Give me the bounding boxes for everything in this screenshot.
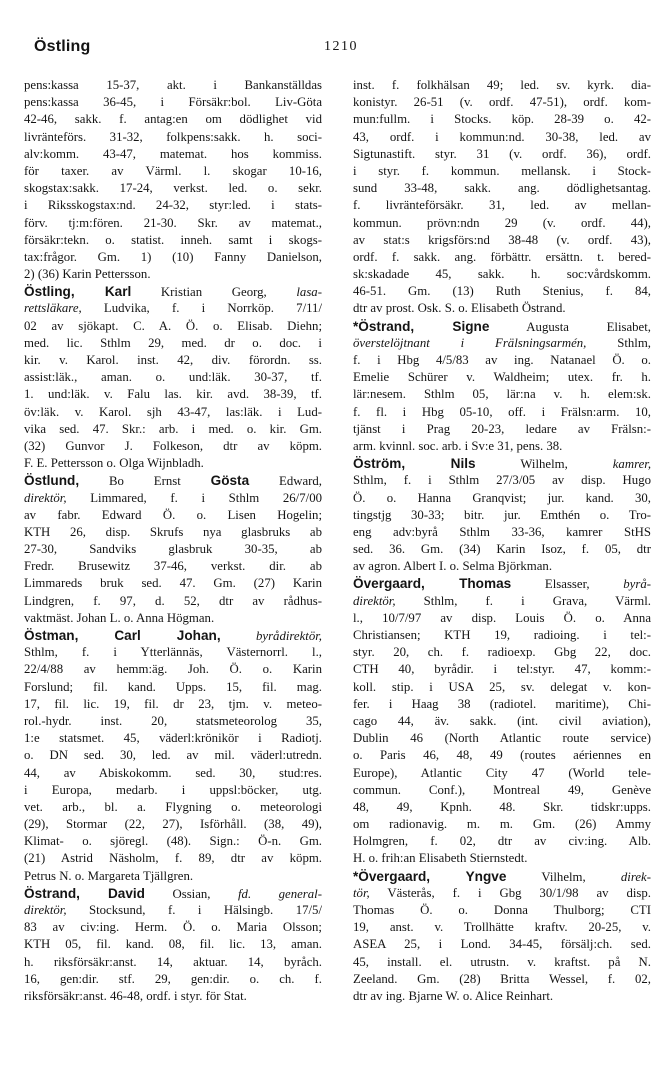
entry-text: lär:nesem. Sthlm 05, lär:na v. h. elem:sk. xyxy=(353,387,651,402)
entry-text: Elsasser, xyxy=(511,577,624,592)
entry-line xyxy=(353,696,651,713)
biography-entry xyxy=(24,627,322,885)
entry-line xyxy=(24,318,322,335)
entry-line xyxy=(353,919,651,936)
entry-line xyxy=(24,266,322,283)
entry-line xyxy=(24,575,322,592)
entry-line xyxy=(24,455,322,472)
entry-line xyxy=(353,679,651,696)
biography-entry xyxy=(24,472,322,627)
entry-line xyxy=(24,472,322,489)
entry-line xyxy=(24,799,322,816)
entry-line xyxy=(24,696,322,713)
entry-headword: *Östrand, Signe xyxy=(353,318,490,334)
entry-line xyxy=(353,833,651,850)
entry-line xyxy=(24,936,322,953)
entry-text: Dublin 46 (North Atlantic route service) xyxy=(353,731,651,746)
biography-entry xyxy=(353,318,651,456)
entry-text: om radionavig. m. m. Gm. (26) Ammy xyxy=(353,817,651,832)
left-column xyxy=(24,77,322,1005)
entry-text: Thomas Ö. o. Donna Thulborg; CTI xyxy=(353,903,651,917)
entry-text: alv:komm. 43-47, matemat. hos kommiss. xyxy=(24,146,322,161)
entry-text: F. E. Pettersson o. Olga Wijnbladh. xyxy=(24,456,204,471)
entry-text: fer. i Haag 38 (radiotel. maritime), Chi- xyxy=(353,696,651,711)
entry-line xyxy=(24,352,322,369)
entry-line xyxy=(24,386,322,403)
entry-text: tjänst i Prag 20-23, ledare av Frälsn:- xyxy=(353,421,651,436)
entry-line xyxy=(353,421,651,438)
entry-text: 22/4/88 av hemm:äg. Joh. Ö. o. Karin xyxy=(24,662,322,677)
entry-line xyxy=(353,954,651,971)
entry-line xyxy=(24,163,322,180)
entry-text: av stat:s krigsförs:nd 38-48 (v. ordf. 43), xyxy=(353,232,651,247)
entry-text: koll. stip. i USA 25, sv. delegat v. kon- xyxy=(353,679,651,694)
entry-text: (29), Stormar (22, 27), Isförhåll. (38, 49), xyxy=(24,817,322,832)
entry-line xyxy=(24,661,322,678)
entry-line xyxy=(353,490,651,507)
entry-text: assist:läk., aman. o. und:läk. 30-37, tf. xyxy=(24,370,322,385)
entry-text: Fredr. Brusewitz 37-46, verkst. dir. ab xyxy=(24,559,322,574)
entry-text: Sthlm, f. i Grava, Värml. xyxy=(395,593,651,608)
entry-headword: *Övergaard, Yngve xyxy=(353,868,507,884)
entry-line xyxy=(353,541,651,558)
entry-occupation: byrå- xyxy=(623,577,651,592)
entry-occupation: rettsläkare, xyxy=(24,301,82,316)
entry-text: för taxer. av Värml. l. skogar 10-16, xyxy=(24,163,322,178)
entry-line xyxy=(24,421,322,438)
entry-line xyxy=(24,919,322,936)
entry-text: Wilhelm, xyxy=(475,457,613,472)
entry-text: 44, av Abiskokomm. sed. 30, stud:res. xyxy=(24,765,322,780)
entry-occupation: tör, xyxy=(353,885,370,900)
entry-text: eng adv:byrå Sthlm 33-36, kamrer StHS xyxy=(353,524,651,539)
entry-headword: Gösta xyxy=(210,473,250,489)
entry-line xyxy=(24,868,322,885)
entry-line xyxy=(24,765,322,782)
entry-text: Sthlm, xyxy=(586,335,651,350)
entry-line xyxy=(24,885,322,902)
entry-text: tax:frågor. Gm. 1) (10) Fanny Danielson, xyxy=(24,249,322,264)
entry-line xyxy=(353,472,651,489)
entry-line xyxy=(353,404,651,421)
entry-line xyxy=(24,94,322,111)
entry-line xyxy=(353,369,651,386)
entry-text: (32) Gunvor J. Folkeson, dtr av köpm. xyxy=(24,438,322,453)
entry-text: Edward, xyxy=(249,474,322,489)
entry-line xyxy=(353,971,651,988)
entry-line xyxy=(353,111,651,128)
entry-line xyxy=(353,593,651,610)
entry-text: förv. tj:m:fören. 21-30. Skr. av matemat., xyxy=(24,215,322,230)
entry-line xyxy=(353,713,651,730)
entry-line xyxy=(353,283,651,300)
entry-line xyxy=(24,679,322,696)
entry-text: ordf. f. sakk. ang. förbättr. ersättn. t. bered- xyxy=(353,249,651,264)
entry-line xyxy=(353,730,651,747)
entry-line xyxy=(24,971,322,988)
entry-text: Christiansen; KTH 19, radioing. i tel:- xyxy=(353,628,651,642)
entry-line xyxy=(353,215,651,232)
entry-line xyxy=(24,644,322,661)
entry-line xyxy=(24,627,322,644)
entry-text: pens:kassa 15-37, akt. i Bankanställdas xyxy=(24,78,322,92)
entry-text: Augusta Elisabet, xyxy=(489,319,651,334)
entry-text: kommun. prövn:ndn 29 (v. ordf. 44), xyxy=(353,215,651,230)
entry-text: vika sed. 47. Skr.: arb. i med. o. kir. Gm. xyxy=(24,421,322,436)
entry-text: av agron. Albert I. o. Selma Björkman. xyxy=(353,559,553,574)
entry-text: rol.-hydr. inst. 20, statsmeteorolog 35, xyxy=(24,713,322,728)
entry-line xyxy=(353,163,651,180)
entry-text: 02 av sjökapt. C. A. Ö. o. Elisab. Diehn; xyxy=(24,318,322,333)
entry-headword: Övergaard, Thomas xyxy=(353,576,512,592)
entry-text: Vilhelm, xyxy=(506,869,621,884)
entry-line xyxy=(353,455,651,472)
entry-text: 48, 49, Kpnh. 48. Skr. tidskr:upps. xyxy=(353,799,651,814)
entry-text: Petrus N. o. Margareta Tjällgren. xyxy=(24,868,194,883)
entry-line xyxy=(24,146,322,163)
entry-line xyxy=(353,438,651,455)
entry-text: Holmgren, f. 02, dtr av civ:ing. Alb. xyxy=(353,834,651,849)
entry-occupation: överstelöjtnant i Frälsningsarmén, xyxy=(353,335,587,350)
right-column xyxy=(353,77,651,1005)
entry-text: 45, install. el. utrustn. v. kraftst. på N. xyxy=(353,954,651,969)
entry-line xyxy=(24,524,322,541)
entry-text: Kristian Georg, xyxy=(131,285,297,300)
entry-text: 19, anst. v. Trollhätte kraftv. 20-25, v. xyxy=(353,920,651,935)
entry-text: vaktmäst. Johan L. o. Anna Högman. xyxy=(24,610,215,625)
entry-line xyxy=(24,404,322,421)
entry-occupation: direk- xyxy=(620,869,651,884)
entry-line xyxy=(353,129,651,146)
entry-line xyxy=(24,283,322,300)
entry-occupation: byrådirektör, xyxy=(256,629,322,643)
entry-line xyxy=(24,215,322,232)
entry-text: 27-30, Sandviks glasbruk 30-35, ab xyxy=(24,542,322,557)
entry-line xyxy=(353,988,651,1005)
entry-text: Lindgren, f. 97, d. 52, dtr av rådhus- xyxy=(24,593,322,608)
entry-headword: Öström, Nils xyxy=(353,456,476,472)
entry-line xyxy=(353,146,651,163)
entry-text: 1. und:läk. v. Falu las. kir. avd. 38-39, tf. xyxy=(24,387,322,402)
entry-text: CTH 40, byrådir. i tel:styr. 47, komm:- xyxy=(353,662,651,677)
entry-line xyxy=(353,661,651,678)
entry-text: 42-46, sakk. f. antag:en om dödlighet vid xyxy=(24,112,322,127)
biography-entry xyxy=(24,885,322,1005)
entry-line xyxy=(353,318,651,335)
entry-text: i styr. f. kommun. mellansk. i Stock- xyxy=(353,163,651,178)
entry-line xyxy=(353,335,651,352)
entry-line xyxy=(24,335,322,352)
entry-text: skogstax:sakk. 17-24, verkst. led. o. sekr. xyxy=(24,181,322,196)
biography-entry xyxy=(353,455,651,575)
entry-text: f. livränteförsäkr. 31, led. av mellan- xyxy=(353,198,651,213)
entry-text: 83 av civ:ing. Herm. Ö. o. Maria Olsson; xyxy=(24,920,322,935)
entry-line xyxy=(24,610,322,627)
entry-text: med. lic. Sthlm 29, med. dr o. doc. i xyxy=(24,335,322,350)
entry-line xyxy=(353,352,651,369)
entry-text: Ludvika, f. i Norrköp. 7/11/ xyxy=(81,301,322,316)
entry-text: commun. Conf.), Montreal 49, Genève xyxy=(353,782,651,797)
entry-text: riksförsäkr:anst. 46-48, ordf. i styr. för Stat. xyxy=(24,988,247,1003)
entry-occupation: direktör, xyxy=(353,593,396,608)
running-head-name: Östling xyxy=(34,38,91,55)
entry-line xyxy=(353,816,651,833)
entry-line xyxy=(353,610,651,627)
entry-line xyxy=(24,180,322,197)
entry-line xyxy=(24,833,322,850)
entry-text: inst. f. folkhälsan 49; led. sv. kyrk. dia- xyxy=(353,78,651,92)
entry-line xyxy=(24,541,322,558)
entry-line xyxy=(24,197,322,214)
entry-text: vet. arb., bl. a. Flygning o. meteorologi xyxy=(24,799,322,814)
entry-headword: Östman, Carl Johan, xyxy=(24,628,221,643)
entry-line xyxy=(353,782,651,799)
entry-line xyxy=(353,868,651,885)
entry-text: livränteförs. 31-32, folkpens:sakk. h. soci- xyxy=(24,129,322,144)
entry-text: 46-51. Gm. (13) Ruth Stenius, f. 84, xyxy=(353,284,651,299)
entry-text: f. fl. i Hbg 05-10, off. i Frälsn:arm. 10, xyxy=(353,404,651,419)
entry-line xyxy=(24,593,322,610)
entry-text: Europe), Atlantic City 47 (World tele- xyxy=(353,765,651,780)
entry-line xyxy=(24,902,322,919)
entry-line xyxy=(24,111,322,128)
entry-text: Limmared, f. i Sthlm 26/7/00 xyxy=(66,490,322,505)
biography-entry xyxy=(353,868,651,1006)
entry-text: Stocksund, f. i Hälsingb. 17/5/ xyxy=(66,903,322,917)
entry-line xyxy=(24,232,322,249)
entry-line xyxy=(24,438,322,455)
entry-text: Emelie Schürer v. Waldheim; utex. fr. h. xyxy=(353,370,651,385)
entry-text: h. riksförsäkr:anst. 14, aktuar. 14, byråch. xyxy=(24,954,322,969)
entry-line xyxy=(353,507,651,524)
entry-occupation: direktör, xyxy=(24,490,67,505)
entry-text: sund 33-48, sakk. ang. dödlighetsantag. xyxy=(353,181,651,196)
biography-entry xyxy=(353,77,651,318)
entry-occupation: fd. general- xyxy=(238,886,322,901)
entry-line xyxy=(353,266,651,283)
entry-occupation: direktör, xyxy=(24,903,67,917)
entry-text: styr. 20, ch. f. radioexp. Gbg 22, doc. xyxy=(353,645,651,660)
entry-text: cago 44, äv. sakk. (int. civil aviation), xyxy=(353,713,651,728)
entry-text: f. i Hbg 4/5/83 av ing. Natanael Ö. o. xyxy=(353,353,651,367)
entry-line xyxy=(353,902,651,919)
entry-headword: Östrand, David xyxy=(24,885,145,901)
entry-line xyxy=(24,558,322,575)
entry-text: H. o. frih:an Elisabeth Stiernstedt. xyxy=(353,851,528,866)
entry-line xyxy=(353,644,651,661)
entry-text: o. Paris 46, 48, 49 (routes aériennes en xyxy=(353,748,651,763)
entry-text: 2) (36) Karin Pettersson. xyxy=(24,267,151,282)
entry-line xyxy=(353,77,651,94)
entry-line xyxy=(24,77,322,94)
biography-entry xyxy=(24,77,322,283)
entry-headword: Östling, Karl xyxy=(24,284,132,300)
entry-text: försäkr:tekn. o. statist. inneh. samt i skogs- xyxy=(24,232,322,247)
entry-text: arm. kvinnl. soc. arb. i Sv:e 31, pens. 38. xyxy=(353,438,563,453)
entry-line xyxy=(24,747,322,764)
entry-line xyxy=(24,490,322,507)
entry-line xyxy=(353,386,651,403)
entry-line xyxy=(24,249,322,266)
entry-text: Sigtunastift. styr. 31 (v. ordf. 36), ordf. xyxy=(353,146,651,161)
entry-line xyxy=(353,747,651,764)
entry-text: i Europa, medarb. i uppsl:böcker, utg. xyxy=(24,782,322,797)
entry-text: KTH 05, fil. kand. 08, fil. lic. 13, aman. xyxy=(24,937,322,952)
entry-text: (21) Astrid Näsholm, f. 89, dtr av köpm. xyxy=(24,851,322,866)
entry-text: Zeeland. Gm. (28) Britta Wessel, f. 02, xyxy=(353,971,651,986)
entry-line xyxy=(353,180,651,197)
entry-text: Bo Ernst xyxy=(79,474,211,489)
entry-text: l., 10/7/97 av disp. Louis Ö. o. Anna xyxy=(353,610,651,625)
running-head xyxy=(34,38,630,58)
entry-text: o. DN sed. 30, led. av mil. väderl:utredn. xyxy=(24,748,322,763)
entry-line xyxy=(353,885,651,902)
entry-line xyxy=(24,713,322,730)
entry-text: dtr av ing. Bjarne W. o. Alice Reinhart. xyxy=(353,988,554,1003)
entry-text: Ossian, xyxy=(144,886,238,901)
entry-text: Sthlm, f. i Sthlm 27/3/05 av disp. Hugo xyxy=(353,473,651,488)
entry-text: Ö. o. Hanna Granqvist; jur. kand. 30, xyxy=(353,490,651,505)
entry-text: sk:skadade 45, sakk. h. soc:vårdskomm. xyxy=(353,267,651,282)
entry-line xyxy=(353,765,651,782)
entry-line xyxy=(353,300,651,317)
entry-line xyxy=(24,954,322,971)
entry-line xyxy=(353,232,651,249)
page-number: 1210 xyxy=(324,39,358,54)
entry-text: tingstjg 30-33; bitr. jur. Emthén o. Tro- xyxy=(353,507,651,522)
entry-line xyxy=(353,249,651,266)
entry-text: pens:kassa 36-45, i Försäkr:bol. Liv-Göta xyxy=(24,95,322,110)
biography-entry xyxy=(24,283,322,472)
entry-line xyxy=(24,782,322,799)
entry-text: Forslund; fil. kand. Upps. 15, fil. mag. xyxy=(24,679,322,694)
entry-text: 43, ordf. i kommun:nd. 30-38, led. av xyxy=(353,129,651,144)
entry-text: Limmareds bruk sed. 47. Gm. (27) Karin xyxy=(24,576,322,591)
entry-text: 16, gen:dir. stf. 29, gen:dir. o. ch. f. xyxy=(24,971,322,986)
entry-text: Västerås, f. i Gbg 30/1/98 av disp. xyxy=(369,885,651,900)
entry-line xyxy=(24,129,322,146)
entry-line xyxy=(353,799,651,816)
entry-line xyxy=(24,850,322,867)
entry-text: av fabr. Edward Ö. o. Lisen Hogelin; xyxy=(24,507,322,522)
entry-line xyxy=(353,94,651,111)
entry-text: i Riksskogstax:nd. 24-32, styr:led. i stats- xyxy=(24,198,322,213)
entry-line xyxy=(24,300,322,317)
entry-occupation: lasa- xyxy=(296,285,322,300)
entry-text: konistyr. 26-51 (v. ordf. 47-51), ordf. kom- xyxy=(353,95,651,110)
entry-line xyxy=(24,507,322,524)
entry-text xyxy=(221,629,256,643)
entry-text: kir. v. Karol. inst. 42, div. förordn. ss. xyxy=(24,353,322,367)
entry-text: sed. 36. Gm. (34) Karin Isoz, f. 05, dtr xyxy=(353,542,651,557)
entry-text: öv:läk. v. Karol. sjh 43-47, las:läk. i Lud- xyxy=(24,404,322,419)
entry-line xyxy=(353,850,651,867)
entry-text: ASEA 25, i Lond. 34-45, försälj:ch. sed. xyxy=(353,937,651,952)
entry-headword: Östlund, xyxy=(24,473,80,489)
entry-text: 1:e statsmet. 45, väderl:krönikör i Radiotj. xyxy=(24,731,322,746)
entry-text: dtr av prost. Osk. S. o. Elisabeth Östrand. xyxy=(353,301,566,316)
entry-text: Klimat- o. sjöregl. (48). Sign.: Ö-n. Gm. xyxy=(24,834,322,849)
biography-entry xyxy=(353,575,651,867)
entry-text: mun:fullm. i Stocks. köp. 28-39 o. 42- xyxy=(353,112,651,127)
entry-line xyxy=(353,524,651,541)
entry-text: KTH 26, disp. Skrufs nya glasbruks ab xyxy=(24,524,322,539)
entry-occupation: kamrer, xyxy=(612,457,651,472)
entry-line xyxy=(353,558,651,575)
entry-line xyxy=(353,197,651,214)
entry-line xyxy=(353,627,651,644)
entry-line xyxy=(353,936,651,953)
entry-text: 17, fil. lic. 19, fil. dr 23, tjm. v. meteo- xyxy=(24,696,322,711)
entry-text: Sthlm, f. i Ytterlännäs, Västernorrl. l., xyxy=(24,645,322,660)
entry-line xyxy=(24,816,322,833)
entry-line xyxy=(353,575,651,592)
entry-line xyxy=(24,988,322,1005)
entry-line xyxy=(24,369,322,386)
entry-line xyxy=(24,730,322,747)
